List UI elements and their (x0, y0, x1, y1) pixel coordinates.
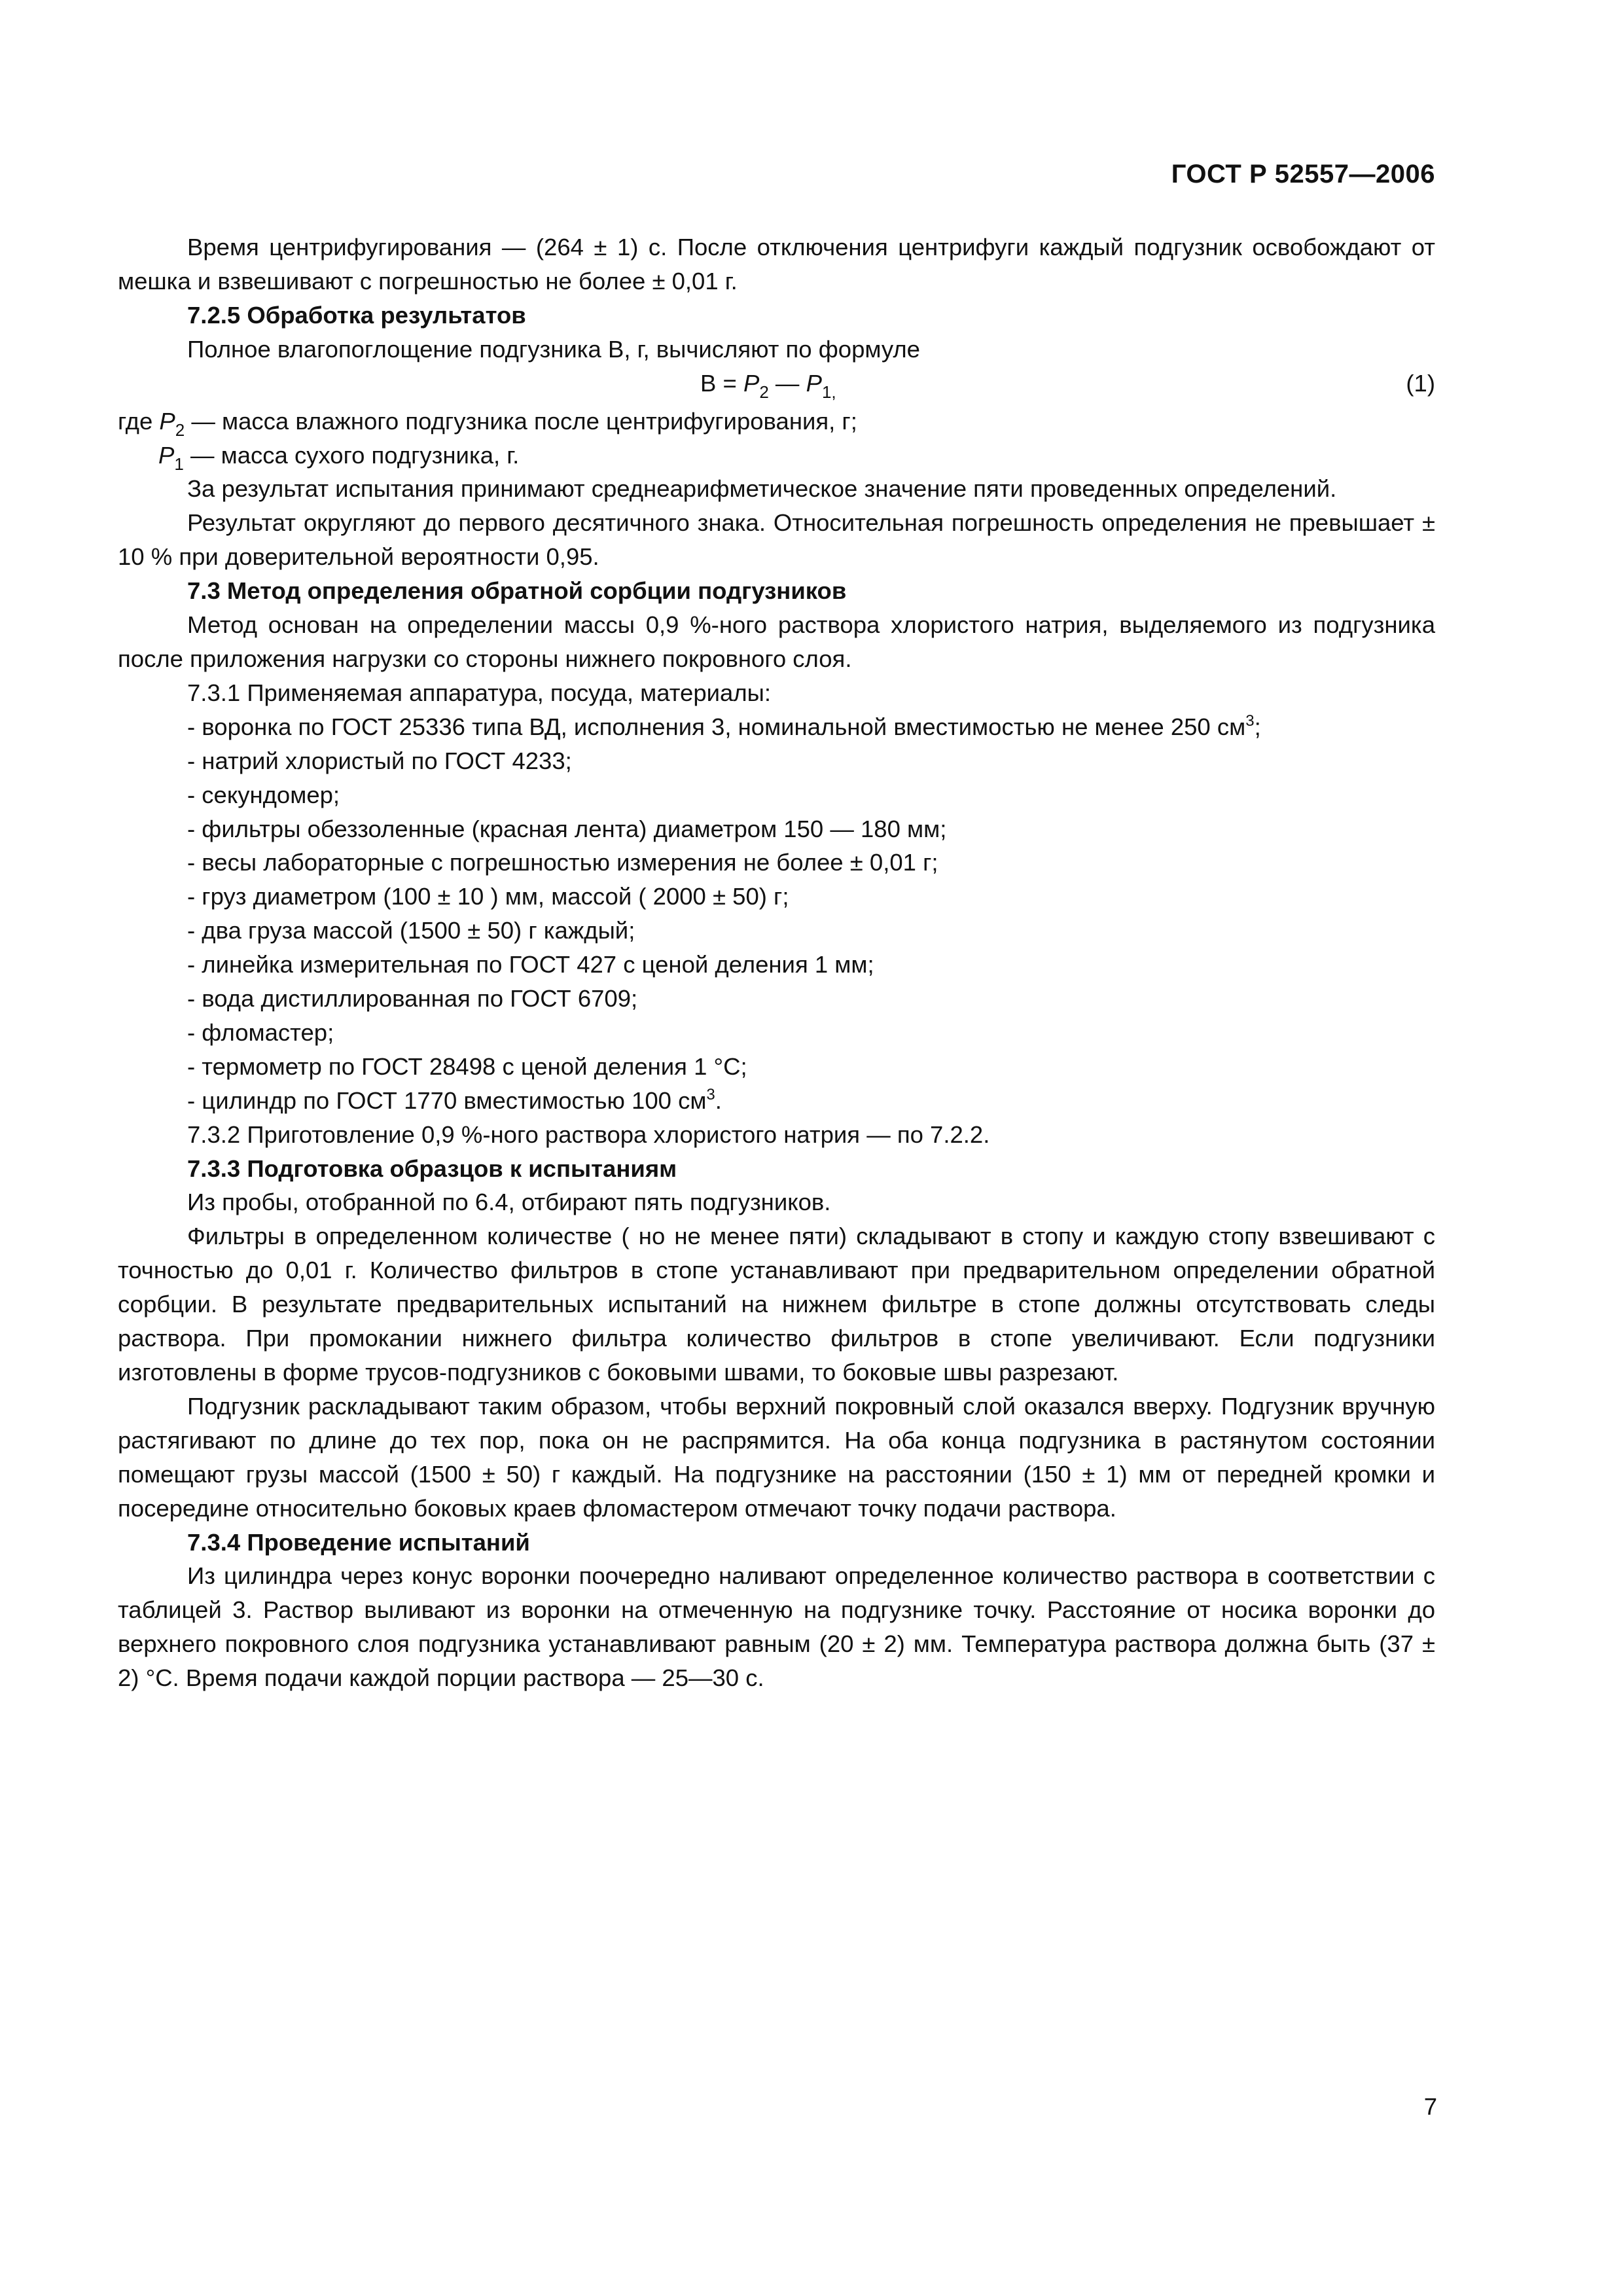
superscript: 3 (706, 1085, 715, 1103)
list-item: - секундомер; (187, 781, 340, 808)
list-item: - груз диаметром (100 ± 10 ) мм, массой ( 2000 ± 50) г; (187, 883, 789, 910)
list-item-cylinder-end: . (715, 1086, 722, 1114)
list-item: - два груза массой (1500 ± 50) г каждый; (187, 917, 635, 944)
list-item: - вода дистиллированная по ГОСТ 6709; (187, 985, 638, 1013)
list-item-funnel (118, 710, 1435, 744)
document-header: ГОСТ Р 52557—2006 (1171, 160, 1435, 188)
paragraph-7-3-2: 7.3.2 Приготовление 0,9 %-ного раствора хлористого натрия — по 7.2.2. (187, 1121, 990, 1148)
list-item: - термометр по ГОСТ 28498 с ценой деления 1 °С; (187, 1052, 747, 1080)
where-sub-1-visible: 1 (174, 454, 184, 474)
section-heading-7-3-4: 7.3.4 Проведение испытаний (187, 1528, 530, 1556)
paragraph-centrifuge-time: Время центрифугирования — (264 ± 1) с. После отключения центрифуги каждый подгузник освобождают от мешка и взвешивают с погрешностью не более ± 0,01 г. (118, 234, 1435, 295)
formula-number: (1) (1406, 369, 1435, 397)
paragraph-diaper-layout: Подгузник раскладывают таким образом, чтобы верхний покровный слой оказался вверху. Подгузник вручную растягивают по длине до тех пор, пока он не распрямится. На оба конца подгузника в растянутом состоянии помещают грузы массой (1500 ± 50) г каждый. На подгузнике на расстоянии (150 ± 1) мм от передней кромки и посередине относительно боковых краев фломастером отмечают точку подачи раствора. (118, 1392, 1435, 1522)
superscript: 3 (1245, 711, 1255, 730)
list-item: - фильтры обеззоленные (красная лента) диаметром 150 — 180 мм; (187, 815, 947, 842)
list-item: - весы лабораторные с погрешностью измерения не более ± 0,01 г; (187, 849, 938, 876)
where-p2-description: — масса влажного подгузника после центрифугирования, г; (185, 407, 857, 435)
paragraph-result-average: За результат испытания принимают среднеарифметическое значение пяти проведенных определений. (187, 475, 1337, 503)
paragraph-sample-selection: Из пробы, отобранной по 6.4, отбирают пять подгузников. (187, 1189, 831, 1216)
list-item-funnel-text: - воронка по ГОСТ 25336 типа ВД, исполнения 3, номинальной вместимостью не менее 250 см (187, 713, 1246, 740)
list-item: - линейка измерительная по ГОСТ 427 с ценой деления 1 мм; (187, 951, 874, 978)
paragraph-filters: Фильтры в определенном количестве ( но не менее пяти) складывают в стопу и каждую стопу взвешивают с точностью до 0,01 г. Количество фильтров в стопе устанавливают при предварительном определении обратной сорбции. В результате предварительных испытаний на нижнем фильтре в стопе должны отсутствовать следы раствора. При промокании нижнего фильтра количество фильтров в стопе увеличивают. Если подгузники изготовлены в форме трусов-подгузников с боковыми швами, то боковые швы разрезают. (118, 1223, 1435, 1386)
where-var-p: P (158, 441, 175, 469)
list-item: - натрий хлористый по ГОСТ 4233; (187, 747, 572, 774)
list-item-funnel-end: ; (1254, 713, 1261, 740)
list-item-cylinder (118, 1084, 1435, 1118)
paragraph-method-basis: Метод основан на определении массы 0,9 %-ного раствора хлористого натрия, выделяемого из подгузника после приложения нагрузки со стороны нижнего покровного слоя. (118, 611, 1435, 672)
paragraph-formula-intro: Полное влагопоглощение подгузника B, г, вычисляют по формуле (187, 335, 920, 363)
paragraph-7-3-1: 7.3.1 Применяемая аппаратура, посуда, материалы: (187, 679, 772, 706)
page-number: 7 (1423, 2093, 1437, 2120)
where-line-p2 (118, 404, 1435, 439)
formula-block (118, 367, 1435, 404)
section-heading-7-2-5: 7.2.5 Обработка результатов (187, 301, 526, 329)
formula-sub-1: 1, (821, 382, 836, 402)
section-heading-7-3-3: 7.3.3 Подготовка образцов к испытаниям (187, 1155, 677, 1182)
where-var-p: P (159, 407, 175, 435)
where-prefix: где (118, 407, 160, 435)
paragraph-test-procedure: Из цилиндра через конус воронки поочередно наливают определенное количество раствора в соответствии с таблицей 3. Раствор выливают из воронки на отмеченную на подгузнике точку. Расстояние от носика воронки до верхнего покровного слоя подгузника устанавливают равным (20 ± 2) мм. Температура раствора должна быть (37 ± 2) °С. Время подачи каждой порции раствора — 25—30 с. (118, 1562, 1435, 1692)
formula-var-p2: P (743, 369, 760, 397)
formula-operator: — (768, 369, 806, 397)
where-line-p1 (118, 439, 1435, 473)
formula-var-p1: P (806, 369, 822, 397)
document-body (118, 230, 1435, 1695)
formula-lhs: B = (700, 369, 743, 397)
list-item: - фломастер; (187, 1018, 334, 1046)
where-sub-2: 2 (175, 420, 185, 440)
list-item-cylinder-text: - цилиндр по ГОСТ 1770 вместимостью 100 см (187, 1086, 707, 1114)
paragraph-rounding: Результат округляют до первого десятичного знака. Относительная погрешность определения не превышает ± 10 % при доверительной вероятности 0,95. (118, 509, 1435, 571)
section-heading-7-3: 7.3 Метод определения обратной сорбции подгузников (187, 577, 847, 605)
where-p1-description: — масса сухого подгузника, г. (183, 441, 520, 469)
formula-expression (700, 367, 836, 401)
formula-sub-2: 2 (759, 382, 769, 402)
